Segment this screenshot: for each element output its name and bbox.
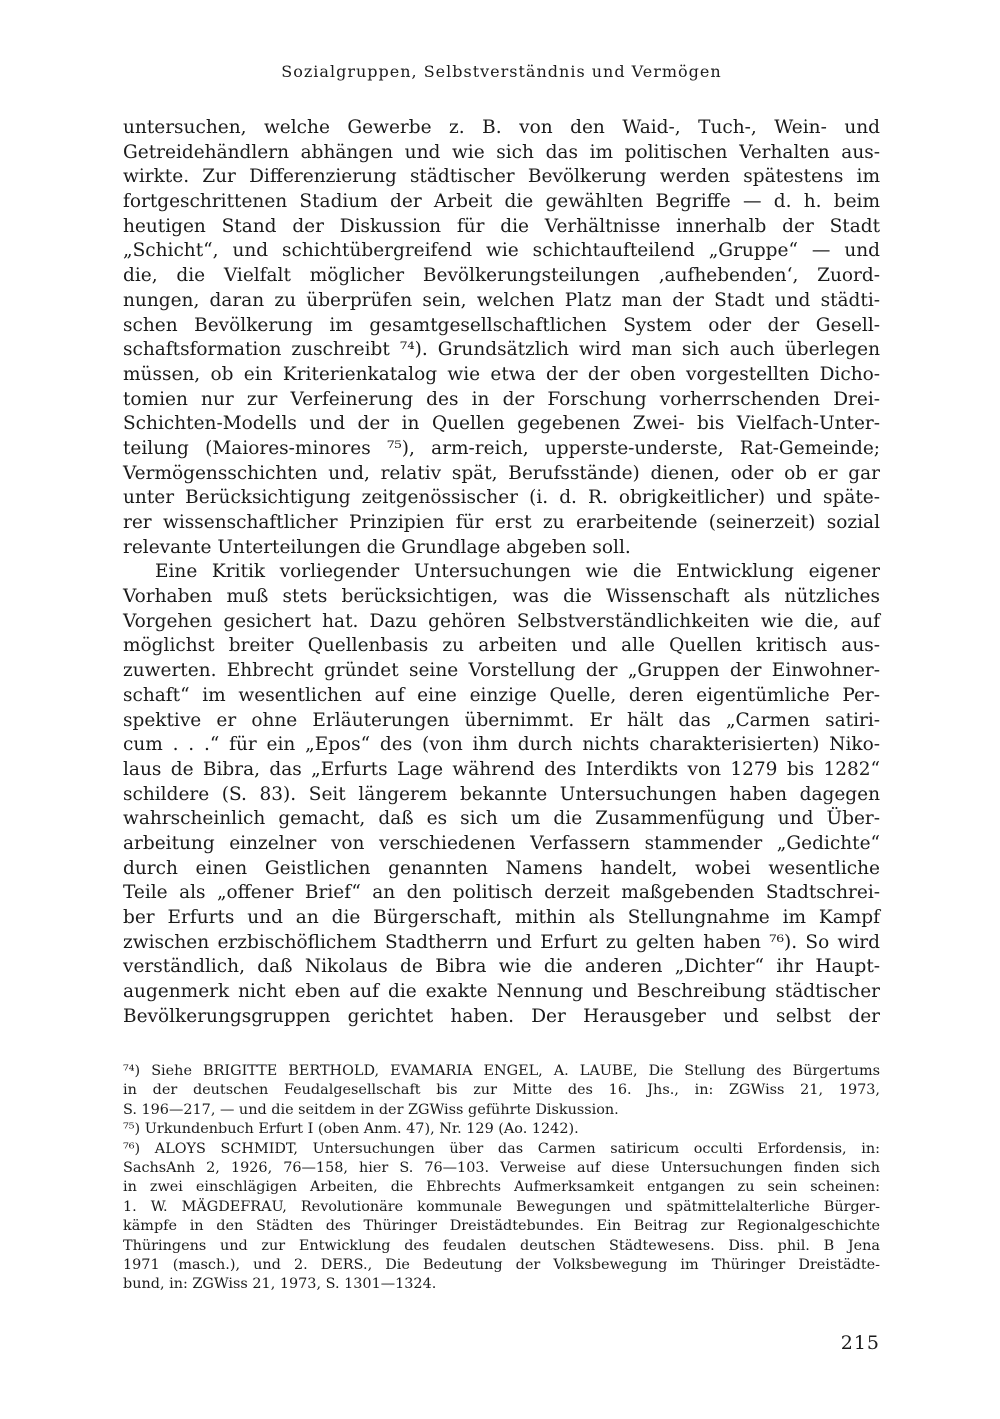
text-line: relevante Unterteilungen die Grundlage abgeben soll. <box>123 536 631 558</box>
footnote-line: SachsAnh 2, 1926, 76—158, hier S. 76—103. Verweise auf diese Untersuchungen finden sich <box>123 1159 880 1176</box>
footnote-line: kämpfe in den Städten des Thüringer Dreistädtebundes. Ein Beitrag zur Regionalgeschichte <box>123 1218 880 1235</box>
text-line: Vorhaben muß stets berücksichtigen, was die Wissenschaft als nützliches <box>123 586 880 608</box>
body-text <box>123 116 880 1029</box>
text-line: die, die Vielfalt möglicher Bevölkerungsteilungen ‚aufhebenden‘, Zuord- <box>123 265 880 287</box>
text-line: Vorgehen gesichert hat. Dazu gehören Selbstverständlichkeiten wie die, auf <box>123 610 880 632</box>
footnote-line: in zwei einschlägigen Arbeiten, die Ehbrechts Aufmerksamkeit entgangen zu sein scheinen: <box>123 1179 880 1196</box>
text-line: fortgeschrittenen Stadium der Arbeit die gewählten Begriffe — d. h. beim <box>123 191 880 213</box>
text-line: Teile als „offener Brief“ an den politisch derzeit maßgebenden Stadtschrei- <box>123 882 880 904</box>
footnote-line: bund, in: ZGWiss 21, 1973, S. 1301—1324. <box>123 1276 437 1293</box>
text-line: tomien nur zur Verfeinerung des in der Forschung vorherrschenden Drei- <box>123 388 880 410</box>
text-line: schildere (S. 83). Seit längerem bekannte Untersuchungen haben dagegen <box>123 783 880 805</box>
running-head: Sozialgruppen, Selbstverständnis und Vermögen <box>281 62 722 81</box>
footnote-line: ⁷⁵) Urkundenbuch Erfurt I (oben Anm. 47), Nr. 129 (Ao. 1242). <box>123 1121 579 1138</box>
text-line: arbeitung einzelner von verschiedenen Verfassern stammender „Gedichte“ <box>123 832 880 854</box>
text-line: Vermögensschichten und, relativ spät, Berufsstände) dienen, oder ob er gar <box>123 462 880 484</box>
footnote-line: Thüringens und zur Entwicklung des feudalen deutschen Städtewesens. Diss. phil. B Jena <box>123 1237 880 1254</box>
text-line: spektive er ohne Erläuterungen übernimmt. Er hält das „Carmen satiri- <box>123 709 880 731</box>
text-line: teilung (Maiores-minores ⁷⁵), arm-reich, upperste-underste, Rat-Gemeinde; <box>123 437 880 459</box>
footnote-line: in der deutschen Feudalgesellschaft bis zur Mitte des 16. Jhs., in: ZGWiss 21, 1973, <box>123 1082 880 1099</box>
page-number: 215 <box>840 1332 880 1354</box>
text-line: wahrscheinlich gemacht, daß es sich um die Zusammenfügung und Über- <box>123 808 880 830</box>
text-line: möglichst breiter Quellenbasis zu arbeiten und alle Quellen kritisch aus- <box>123 635 880 657</box>
text-line: schen Bevölkerung im gesamtgesellschaftlichen System oder der Gesell- <box>123 314 880 336</box>
text-line: heutigen Stand der Diskussion für die Verhältnisse innerhalb der Stadt <box>123 215 880 237</box>
text-line: laus de Bibra, das „Erfurts Lage während des Interdikts von 1279 bis 1282“ <box>123 758 880 780</box>
text-line: schaftsformation zuschreibt ⁷⁴). Grundsätzlich wird man sich auch überlegen <box>123 339 880 361</box>
footnotes <box>123 1062 880 1295</box>
footnote-line: 1. W. MÄGDEFRAU, Revolutionäre kommunale Bewegungen und spätmittelalterliche Bürger- <box>123 1198 880 1215</box>
text-line: untersuchen, welche Gewerbe z. B. von den Waid-, Tuch-, Wein- und <box>123 117 880 138</box>
text-line: unter Berücksichtigung zeitgenössischer (i. d. R. obrigkeitlicher) und späte- <box>123 487 880 509</box>
text-line: durch einen Geistlichen genannten Namens handelt, wobei wesentliche <box>123 857 880 879</box>
text-line: augenmerk nicht eben auf die exakte Nennung und Beschreibung städtischer <box>123 981 880 1003</box>
footnote-line: S. 196—217, — und die seitdem in der ZGWiss geführte Diskussion. <box>123 1101 619 1118</box>
text-line: Schichten-Modells und der in Quellen gegebenen Zwei- bis Vielfach-Unter- <box>123 413 880 435</box>
text-line: wirkte. Zur Differenzierung städtischer Bevölkerung werden spätestens im <box>123 166 880 188</box>
text-line: verständlich, daß Nikolaus de Bibra wie die anderen „Dichter“ ihr Haupt- <box>123 956 880 978</box>
text-line: zuwerten. Ehbrecht gründet seine Vorstellung der „Gruppen der Einwohner- <box>123 660 880 682</box>
text-line: „Schicht“, und schichtübergreifend wie schichtaufteilend „Gruppe“ — und <box>123 240 880 262</box>
text-line: Bevölkerungsgruppen gerichtet haben. Der Herausgeber und selbst der <box>123 1005 880 1027</box>
text-line: schaft“ im wesentlichen auf eine einzige Quelle, deren eigentümliche Per- <box>123 684 880 706</box>
text-line: Getreidehändlern abhängen und wie sich das im politischen Verhalten aus- <box>123 141 880 163</box>
text-line: cum . . .“ für ein „Epos“ des (von ihm durch nichts charakterisierten) Niko- <box>123 734 880 756</box>
footnote-line: 1971 (masch.), und 2. DERS., Die Bedeutung der Volksbewegung im Thüringer Dreistädte- <box>123 1256 880 1273</box>
text-line: rer wissenschaftlicher Prinzipien für erst zu erarbeitende (seinerzeit) sozial <box>123 512 880 533</box>
footnote-line: ⁷⁶) ALOYS SCHMIDT, Untersuchungen über das Carmen satiricum occulti Erfordensis, in: <box>123 1140 880 1157</box>
text-line: nungen, daran zu überprüfen sein, welchen Platz man der Stadt und städti- <box>123 289 880 311</box>
footnote-line: ⁷⁴) Siehe BRIGITTE BERTHOLD, EVAMARIA ENGEL, A. LAUBE, Die Stellung des Bürgertums <box>123 1063 880 1079</box>
text-line: zwischen erzbischöflichem Stadtherrn und Erfurt zu gelten haben ⁷⁶). So wird <box>123 931 880 953</box>
text-line: ber Erfurts und an die Bürgerschaft, mithin als Stellungnahme im Kampf <box>123 907 880 928</box>
text-line: Eine Kritik vorliegender Untersuchungen wie die Entwicklung eigener <box>155 561 880 583</box>
text-line: müssen, ob ein Kriterienkatalog wie etwa der der oben vorgestellten Dicho- <box>123 363 880 385</box>
